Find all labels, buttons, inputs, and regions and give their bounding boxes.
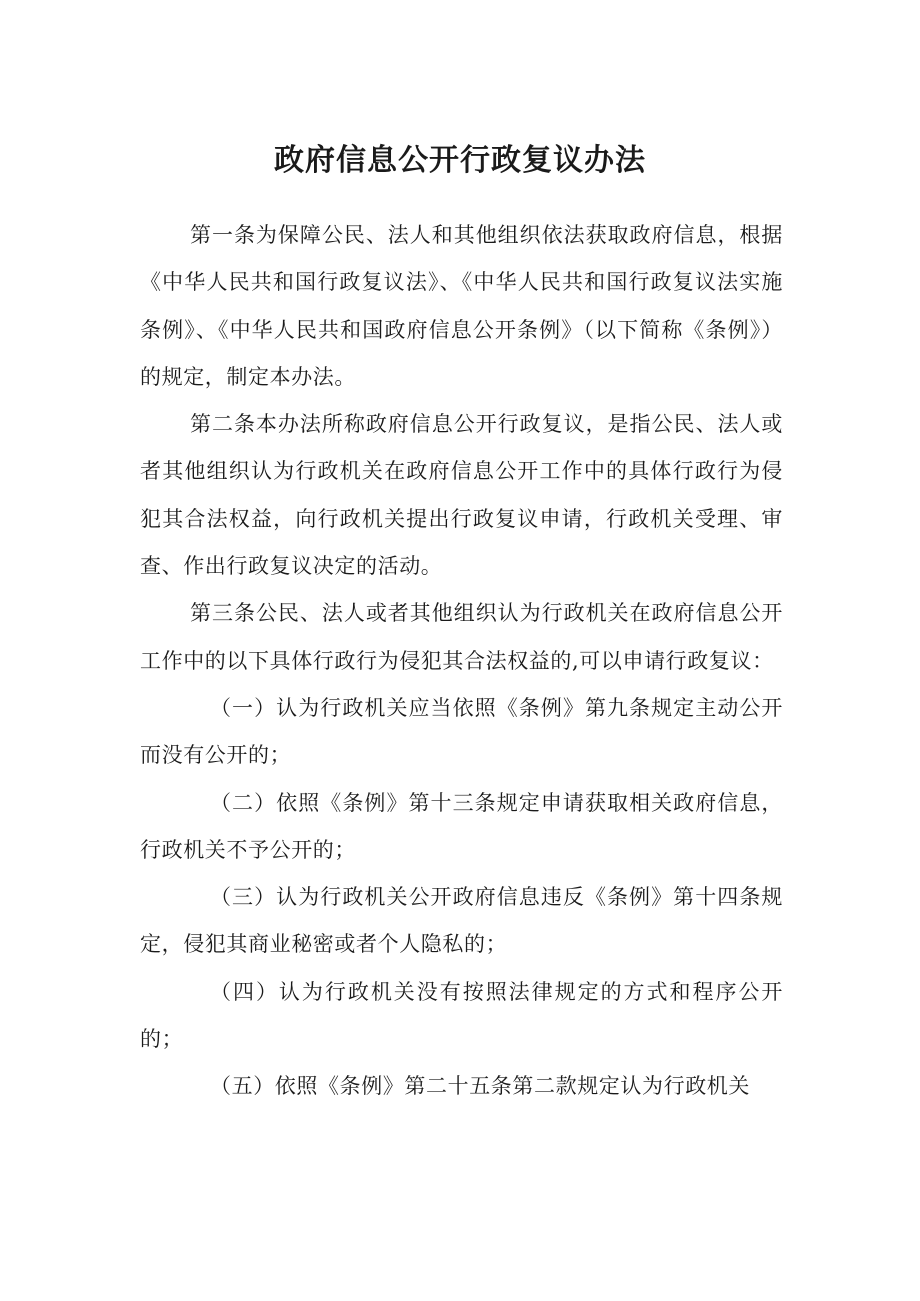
- article-3-item-4: （四）认为行政机关没有按照法律规定的方式和程序公开的；: [140, 979, 783, 1052]
- document-title: 政府信息公开行政复议办法: [274, 143, 646, 178]
- article-2-paragraph: 第二条本办法所称政府信息公开行政复议，是指公民、法人或者其他组织认为行政机关在政府信息公开工作中的具体行政行为侵犯其合法权益，向行政机关提出行政复议申请，行政机关受理、审查、作出行政复议决定的活动。: [140, 412, 783, 579]
- article-3-item-2: （二）依照《条例》第十三条规定申请获取相关政府信息，行政机关不予公开的；: [140, 790, 783, 862]
- article-1-paragraph: 第一条为保障公民、法人和其他组织依法获取政府信息，根据《中华人民共和国行政复议法》、《中华人民共和国行政复议法实施条例》、《中华人民共和国政府信息公开条例》（以下简称《条例》）的规定，制定本办法。: [140, 223, 783, 389]
- document-body: [140, 212, 783, 1111]
- article-3-item-5: （五）依照《条例》第二十五条第二款规定认为行政机关: [210, 1074, 750, 1099]
- article-3-item-3: （三）认为行政机关公开政府信息违反《条例》第十四条规定，侵犯其商业秘密或者个人隐私的；: [140, 885, 783, 957]
- article-3-paragraph: 第三条公民、法人或者其他组织认为行政机关在政府信息公开工作中的以下具体行政行为侵犯其合法权益的,可以申请行政复议：: [140, 601, 783, 673]
- article-3-item-1: （一）认为行政机关应当依照《条例》第九条规定主动公开而没有公开的；: [140, 695, 783, 768]
